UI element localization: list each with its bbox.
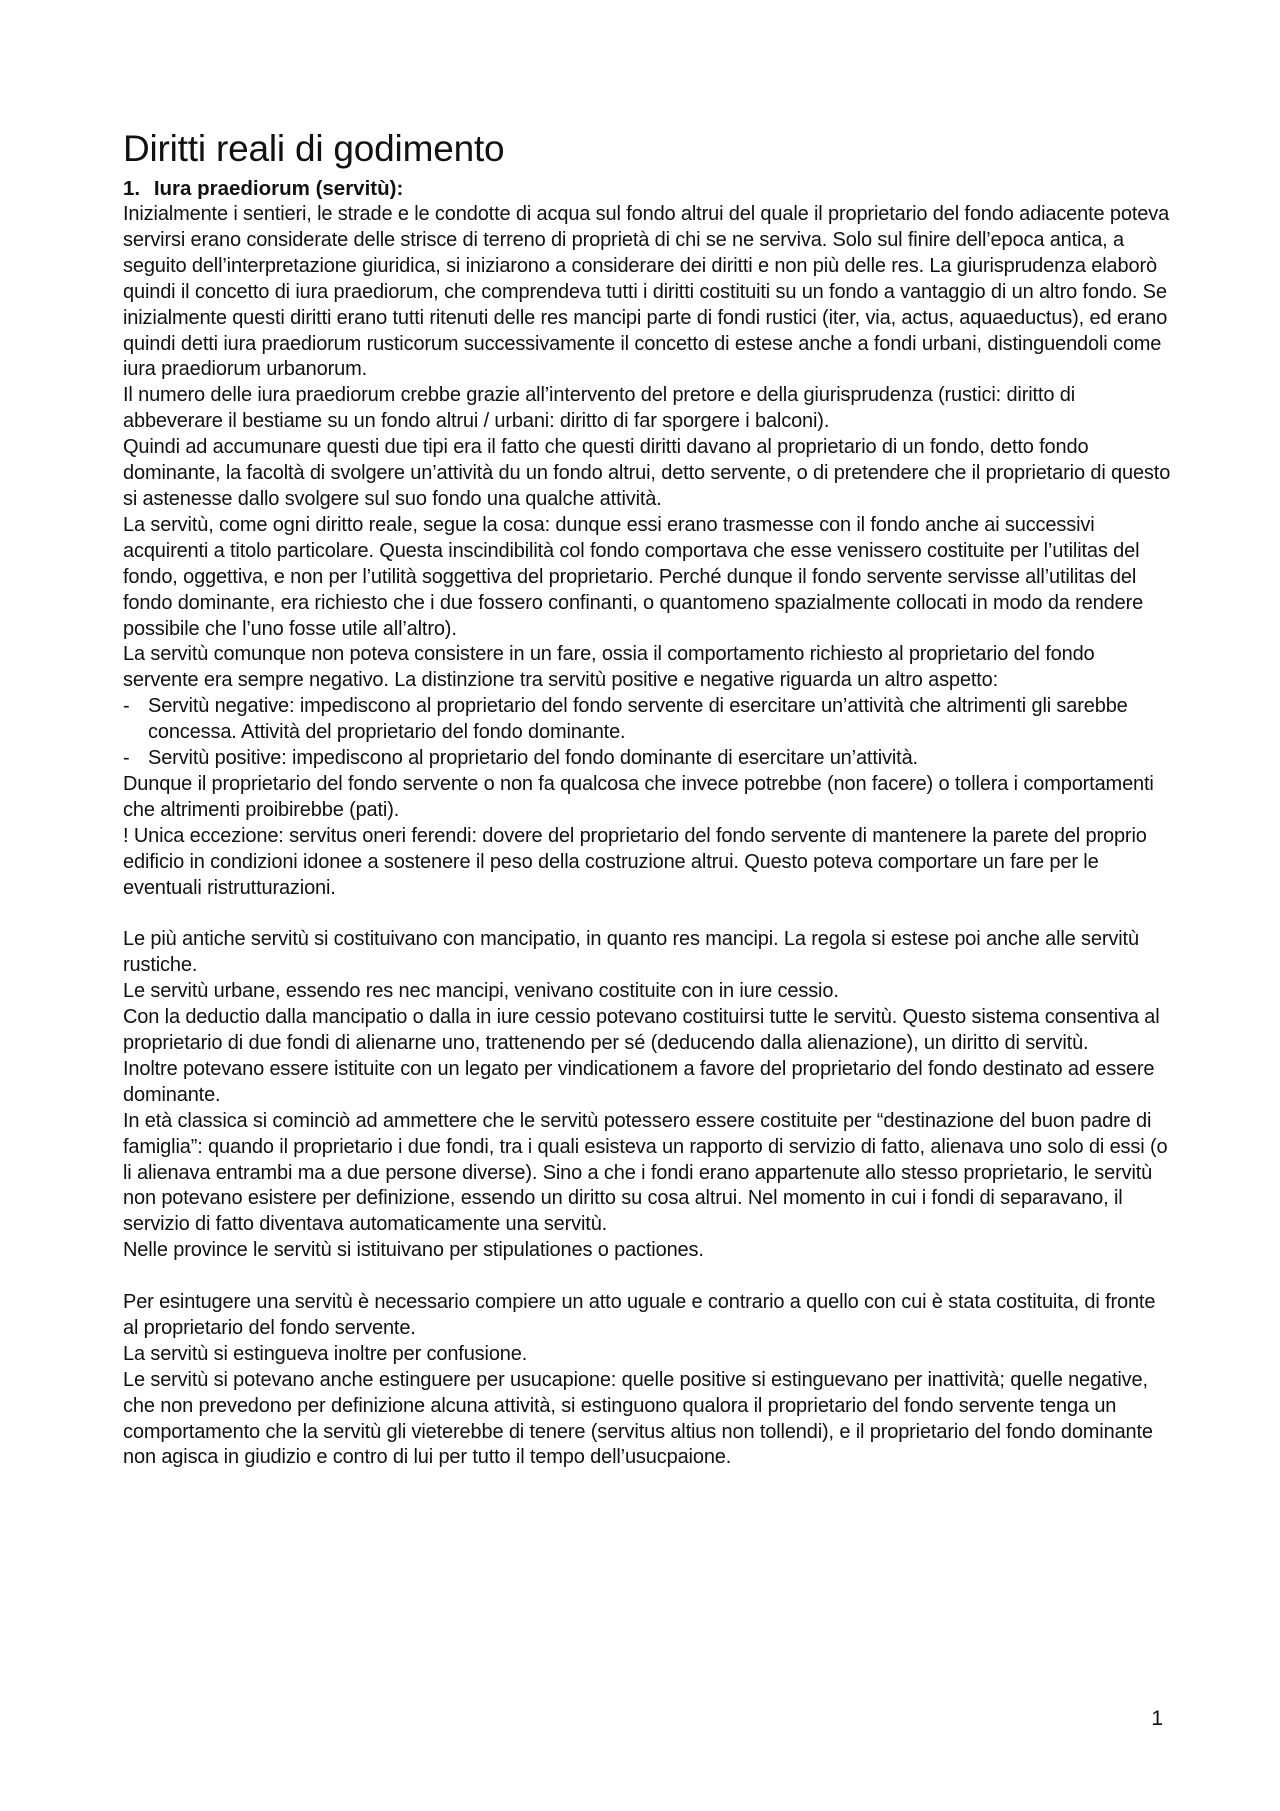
paragraph: Inizialmente i sentieri, le strade e le condotte di acqua sul fondo altrui del quale il proprietario del fondo adiacente poteva servirsi erano considerate delle strisce di terreno di proprietà di chi se ne serviva. Solo sul finire dell’epoca antica, a seguito dell’interpretazione giuridica, si iniziarono a considerare dei diritti e non più delle res. La giurisprudenza elaborò quindi il concetto di iura praediorum, che comprendeva tutti i diritti costituiti su un fondo a vantaggio di un altro fondo. Se inizialmente questi diritti erano tutti ritenuti delle res mancipi parte di fondi rustici (iter, via, actus, aquaeductus), ed erano quindi detti iura praediorum rusticorum successivamente il concetto di estese anche a fondi urbani, distinguendoli come iura praediorum urbanorum. [123,203,1170,381]
paragraph-spacer [123,901,1173,927]
section-note: (servitù): [315,177,404,200]
bullet-marker: - [123,747,130,770]
body-text [123,202,1173,1471]
paragraph: Con la deductio dalla mancipatio o dalla in iure cessio potevano costituirsi tutte le servitù. Questo sistema consentiva al proprietario di due fondi di alienarne uno, trattenendo per sé (deducendo dalla alienazione), un diritto di servitù. [123,1006,1160,1054]
list-item-text: Servitù positive: impediscono al proprietario del fondo dominante di esercitare un’attività. [148,747,918,770]
paragraph: Quindi ad accumunare questi due tipi era il fatto che questi diritti davano al proprietario di un fondo, detto fondo dominante, la facoltà di svolgere un’attività du un fondo altrui, detto servente, o di pretendere che il proprietario di questo si astenesse dallo svolgere sul suo fondo una qualche attività. [123,436,1171,510]
paragraph: Le servitù urbane, essendo res nec mancipi, venivano costituite con in iure cessio. [123,980,839,1003]
paragraph: Per esintugere una servitù è necessario compiere un atto uguale e contrario a quello con cui è stata costituita, di fronte al proprietario del fondo servente. [123,1291,1156,1339]
list-item [123,746,1173,772]
paragraph: ! Unica eccezione: servitus oneri ferendi: dovere del proprietario del fondo servente di mantenere la parete del proprio edificio in condizioni idonee a sostenere il peso della costruzione altrui. Questo poteva comportare un fare per le eventuali ristrutturazioni. [123,824,1147,899]
page-title: Diritti reali di godimento [123,128,505,169]
page-number: 1 [1151,1707,1163,1730]
section-heading [123,176,1173,202]
bullet-marker: - [123,695,130,718]
paragraph-spacer [123,1264,1173,1290]
paragraph: Nelle province le servitù si istituivano per stipulationes o pactiones. [123,1239,704,1262]
document-page [123,126,1173,1471]
paragraph: Le più antiche servitù si costituivano con mancipatio, in quanto res mancipi. La regola si estese poi anche alle servitù rustiche. [123,928,1139,977]
paragraph: Le servitù si potevano anche estinguere per usucapione: quelle positive si estinguevano per inattività; quelle negative, che non prevedono per definizione alcuna attività, si estinguono qualora il proprietario del fondo servente tenga un comportamento che la servitù gli vieterebbe di tenere (servitus altius non tollendi), e il proprietario del fondo dominante non agisca in giudizio e contro di lui per tutto il tempo dell’usucpaione. [123,1368,1153,1469]
paragraph: Inoltre potevano essere istituite con un legato per vindicationem a favore del proprietario del fondo destinato ad essere dominante. [123,1057,1155,1106]
paragraph: La servitù si estingueva inoltre per confusione. [123,1342,528,1365]
list-item [123,694,1173,746]
paragraph: La servitù comunque non poteva consistere in un fare, ossia il comportamento richiesto al proprietario del fondo servente era sempre negativo. La distinzione tra servitù positive e negative riguarda un altro aspetto: [123,643,1095,692]
paragraph: Dunque il proprietario del fondo servente o non fa qualcosa che invece potrebbe (non facere) o tollera i comportamenti che altrimenti proibirebbe (pati). [123,772,1154,821]
paragraph: Il numero delle iura praediorum crebbe grazie all’intervento del pretore e della giurisprudenza (rustici: diritto di abbeverare il bestiame su un fondo altrui / urbani: diritto di far sporgere i balconi). [123,384,1075,433]
list-item-text: Servitù negative: impediscono al proprietario del fondo servente di esercitare un’attività che altrimenti gli sarebbe concessa. Attività del proprietario del fondo dominante. [148,695,1128,744]
paragraph: In età classica si cominciò ad ammettere che le servitù potessero essere costituite per “destinazione del buon padre di famiglia”: quando il proprietario i due fondi, tra i quali esisteva un rapporto di servizio di fatto, alienava uno solo di essi (o li alienava entrambi ma a due persone diverse). Sino a che i fondi erano appartenute allo stesso proprietario, le servitù non potevano esistere per definizione, essendo un diritto su cosa altrui. Nel momento in cui i fondi di separavano, il servizio di fatto diventava automaticamente una servitù. [123,1109,1168,1236]
section-number: 1. [123,177,141,200]
paragraph: La servitù, come ogni diritto reale, segue la cosa: dunque essi erano trasmesse con il fondo anche ai successivi acquirenti a titolo particolare. Questa inscindibilità col fondo comportava che esse venissero costituite per l’utilitas del fondo, oggettiva, e non per l’utilità soggettiva del proprietario. Perché dunque il fondo servente servisse all’utilitas del fondo dominante, era richiesto che i due fossero confinanti, o quantomeno spazialmente collocati in modo da rendere possibile che l’uno fosse utile all’altro). [123,513,1144,640]
section-title: Iura praediorum [153,177,310,200]
